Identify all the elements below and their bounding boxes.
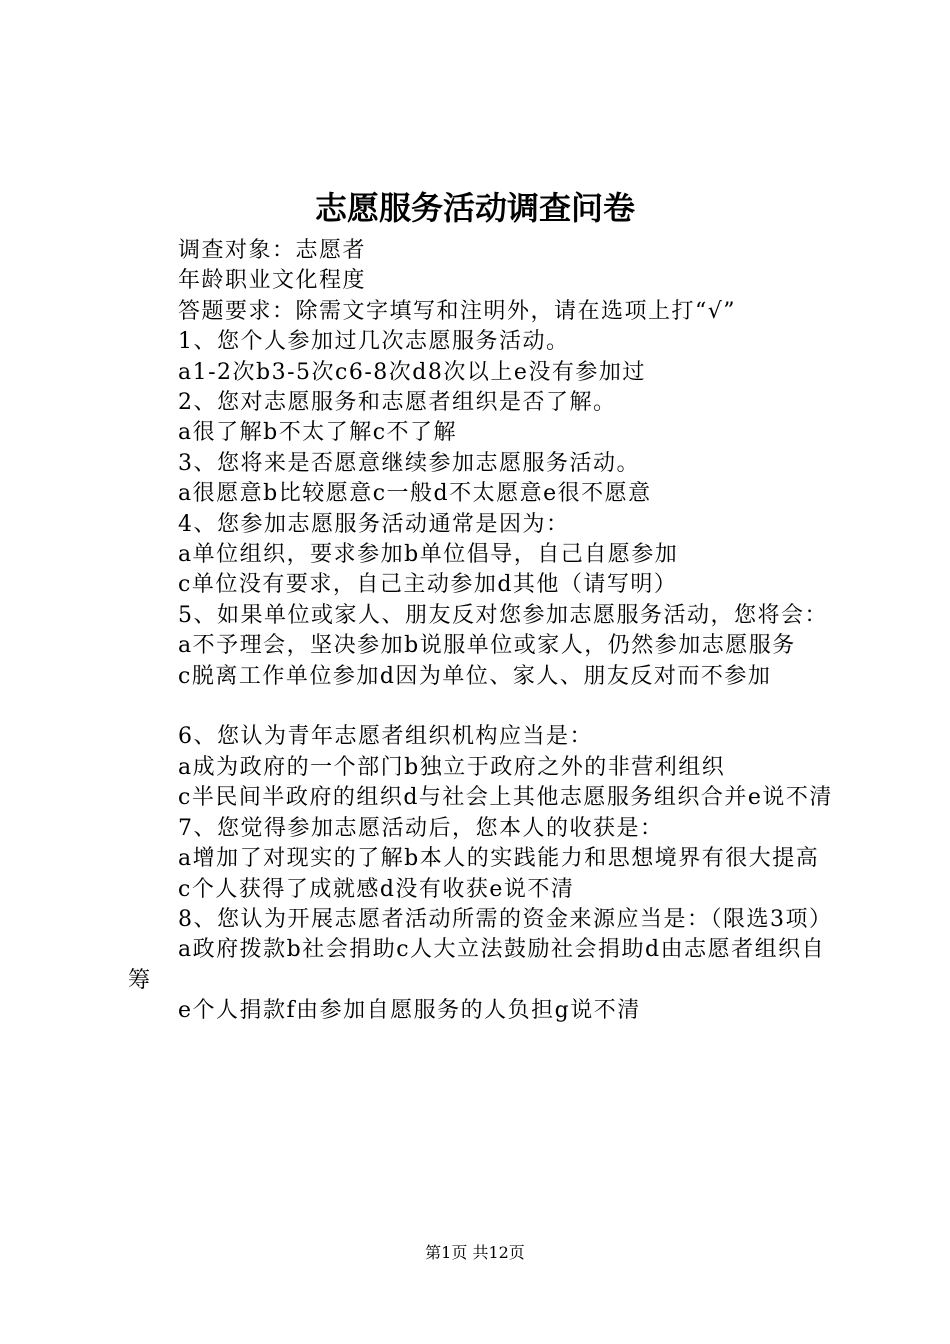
options: a增加了对现实的了解b本人的实践能力和思想境界有很大提高	[178, 846, 820, 872]
options: c单位没有要求，自己主动参加d其他（请写明）	[178, 572, 678, 598]
question: 1、您个人参加过几次志愿服务活动。	[178, 329, 570, 355]
question: 8、您认为开展志愿者活动所需的资金来源应当是：（限选3项）	[178, 906, 833, 932]
paragraph: 年龄职业文化程度	[178, 268, 367, 294]
options: c个人获得了成就感d没有收获e说不清	[178, 876, 575, 902]
question: 7、您觉得参加志愿活动后，您本人的收获是：	[178, 815, 664, 841]
question: 4、您参加志愿服务活动通常是因为：	[178, 511, 570, 537]
question: 6、您认为青年志愿者组织机构应当是：	[178, 724, 593, 750]
paragraph: 答题要求：除需文字填写和注明外，请在选项上打“√”	[178, 298, 737, 324]
options: c脱离工作单位参加d因为单位、家人、朋友反对而不参加	[178, 663, 772, 689]
options: c半民间半政府的组织d与社会上其他志愿服务组织合并e说不清	[178, 785, 833, 811]
options: a单位组织，要求参加b单位倡导，自己自愿参加	[178, 542, 679, 568]
question: 3、您将来是否愿意继续参加志愿服务活动。	[178, 450, 640, 476]
options: a成为政府的一个部门b独立于政府之外的非营利组织	[178, 754, 726, 780]
options: e个人捐款f由参加自愿服务的人负担g说不清	[178, 998, 641, 1024]
blank-line	[128, 692, 833, 722]
options: a1-2次b3-5次c6-8次d8次以上e没有参加过	[178, 359, 646, 385]
question: 5、如果单位或家人、朋友反对您参加志愿服务活动，您将会：	[178, 602, 828, 628]
paragraph: 调查对象：志愿者	[178, 238, 367, 263]
document-title: 志愿服务活动调查问卷	[314, 189, 635, 227]
document-body	[128, 236, 833, 1027]
question: 2、您对志愿服务和志愿者组织是否了解。	[178, 390, 617, 416]
options: a很了解b不太了解c不了解	[178, 420, 458, 446]
options: a很愿意b比较愿意c一般d不太愿意e很不愿意	[178, 481, 652, 507]
options: a不予理会，坚决参加b说服单位或家人，仍然参加志愿服务	[178, 633, 796, 659]
page-number-footer: 第1页 共12页	[425, 1243, 525, 1262]
options: a政府拨款b社会捐助c人大立法鼓励社会捐助d由志愿者组织自筹	[128, 937, 826, 993]
